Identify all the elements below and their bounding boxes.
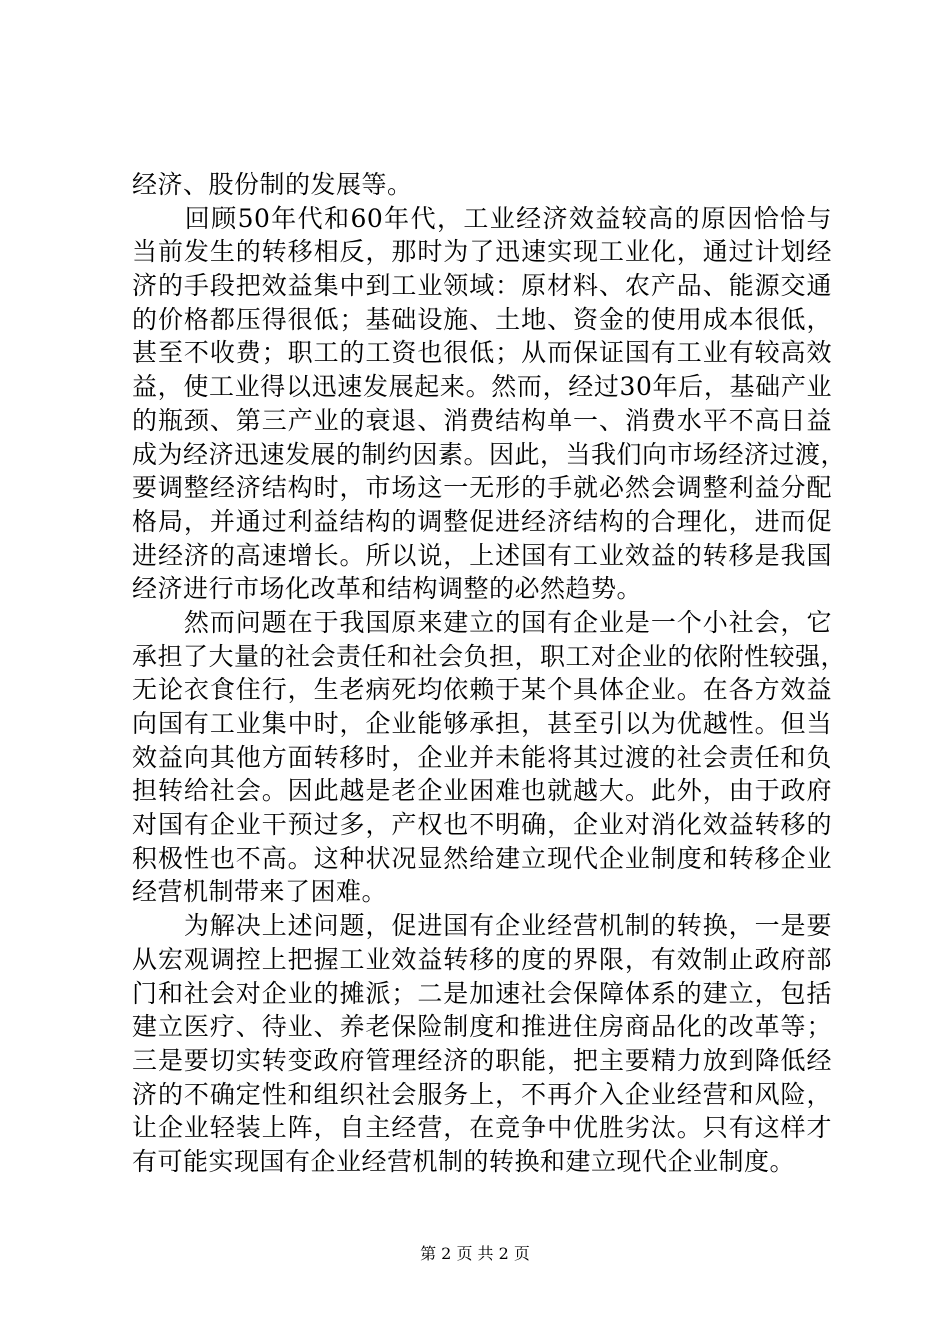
text-line: 无论衣食住行，生老病死均依赖于某个具体企业。在各方效益 [132,675,832,705]
text-line: 经济进行市场化改革和结构调整的必然趋势。 [132,574,643,604]
text-line: 从宏观调控上把握工业效益转移的度的界限，有效制止政府部 [132,944,832,974]
text-line: 然而问题在于我国原来建立的国有企业是一个小社会，它 [132,607,832,637]
text-line: 甚至不收费；职工的工资也很低；从而保证国有工业有较高效 [132,338,832,368]
text-line: 三是要切实转变政府管理经济的职能，把主要精力放到降低经 [132,1045,832,1075]
text-line: 承担了大量的社会责任和社会负担，职工对企业的依附性较强， [132,641,847,671]
text-line: 益，使工业得以迅速发展起来。然而，经过30年后，基础产业 [132,372,832,402]
text-line: 当前发生的转移相反，那时为了迅速实现工业化，通过计划经 [132,237,832,267]
text-line: 的瓶颈、第三产业的衰退、消费结构单一、消费水平不高日益 [132,405,832,435]
text-line: 经济、股份制的发展等。 [132,170,413,199]
text-line: 济的不确定性和组织社会服务上，不再介入企业经营和风险， [132,1079,832,1109]
body-text [132,168,847,1179]
text-line: 担转给社会。因此越是老企业困难也就越大。此外，由于政府 [132,776,832,806]
text-line: 建立医疗、待业、养老保险制度和推进住房商品化的改革等； [132,1012,832,1042]
text-line: 经营机制带来了困难。 [132,877,388,907]
text-line: 的价格都压得很低；基础设施、土地、资金的使用成本很低， [132,304,832,334]
text-line: 门和社会对企业的摊派；二是加速社会保障体系的建立，包括 [132,978,832,1008]
page-footer: 第 2 页 共 2 页 [420,1244,530,1263]
text-line: 让企业轻装上阵，自主经营，在竞争中优胜劣汰。只有这样才 [132,1113,832,1143]
text-line: 为解决上述问题，促进国有企业经营机制的转换，一是要 [132,911,832,941]
text-line: 积极性也不高。这种状况显然给建立现代企业制度和转移企业 [132,843,832,873]
text-line: 效益向其他方面转移时，企业并未能将其过渡的社会责任和负 [132,742,832,772]
text-line: 向国有工业集中时，企业能够承担，甚至引以为优越性。但当 [132,709,832,738]
text-line: 格局，并通过利益结构的调整促进经济结构的合理化，进而促 [132,506,832,536]
text-line: 回顾50年代和60年代，工业经济效益较高的原因恰恰与 [132,203,832,233]
text-line: 对国有企业干预过多，产权也不明确，企业对消化效益转移的 [132,810,832,840]
text-line: 进经济的高速增长。所以说，上述国有工业效益的转移是我国 [132,540,832,570]
text-line: 有可能实现国有企业经营机制的转换和建立现代企业制度。 [132,1146,796,1176]
text-line: 要调整经济结构时，市场这一无形的手就必然会调整利益分配 [132,473,832,503]
text-line: 成为经济迅速发展的制约因素。因此，当我们向市场经济过渡， [132,439,847,469]
text-line: 济的手段把效益集中到工业领域：原材料、农产品、能源交通 [132,271,832,301]
